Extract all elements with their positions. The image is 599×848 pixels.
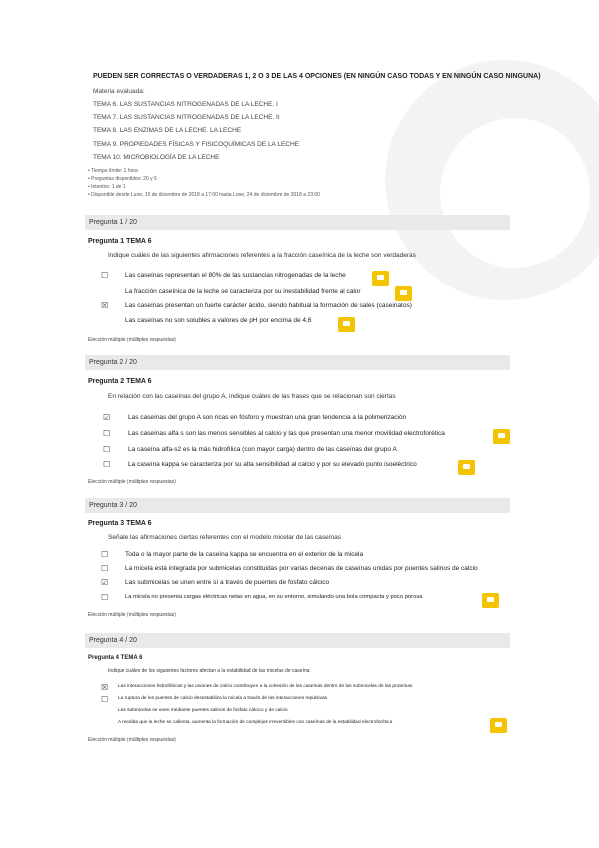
question-3-text: Señale las afirmaciones ciertas referentes con el modelo micelar de las caseínas bbox=[108, 534, 342, 541]
subject-label: Materia evaluada: bbox=[93, 88, 145, 95]
q3-option-1-label: Toda o la mayor parte de la caseína kappa se encuentra en el exterior de la micela bbox=[125, 551, 364, 558]
q1-option-3-label: Las caseínas presentan un fuerte carácter ácido, siendo habitual la formación de sales (caseinatos) bbox=[125, 302, 412, 309]
q2-option-2-checkbox[interactable]: ☐ bbox=[103, 429, 111, 438]
q4-option-3-label: Las submicelas se unen mediante puentes salinos de fosfato cálcico y de calcio bbox=[118, 708, 288, 713]
info-questions-text: Preguntas disponibles: 20 y 5 bbox=[91, 176, 157, 182]
q4-option-1-checkbox[interactable]: ☒ bbox=[101, 683, 109, 692]
q1-option-2-label: La fracción caseínica de la leche se caracteriza por su inestabilidad frente al calor bbox=[125, 288, 361, 295]
question-4-type: Elección múltiple (múltiples respuestas) bbox=[88, 737, 176, 743]
q2-option-1-checkbox[interactable]: ☑ bbox=[103, 413, 111, 422]
info-attempts: • Intentos: 1 de 1 bbox=[88, 184, 126, 190]
question-3-title: Pregunta 3 TEMA 6 bbox=[88, 520, 152, 527]
q4-option-4-label: A medida que la leche se calienta, aumenta la formación de complejos irreversibles con caseínas de la estabilidad electroforética bbox=[118, 720, 393, 725]
exam-instructions-title: PUEDEN SER CORRECTAS O VERDADERAS 1, 2 O 3 DE LAS 4 OPCIONES (EN NINGÚN CASO TODAS Y EN NINGÚN CASO NINGUNA) bbox=[93, 73, 541, 80]
q1-option-1-label: Las caseínas representan el 80% de las sustancias nitrogenadas de la leche bbox=[125, 272, 346, 279]
q4-option-2-checkbox[interactable]: ☐ bbox=[101, 695, 109, 704]
info-availability: • Disponible desde Lune, 10 de diciembre de 2018 a 17:00 hasta Lune, 24 de diciembre de 2018 a 23:00 bbox=[88, 192, 320, 198]
question-2-bar: Pregunta 2 / 20 bbox=[85, 355, 510, 370]
q3-option-3-checkbox[interactable]: ☑ bbox=[101, 578, 109, 587]
comment-icon[interactable] bbox=[482, 593, 499, 608]
q1-option-1-checkbox[interactable]: ☐ bbox=[101, 271, 109, 280]
info-availability-text: Disponible desde Lune, 10 de diciembre de 2018 a 17:00 hasta Lune, 24 de diciembre de 2018 a 23:00 bbox=[91, 192, 320, 198]
info-time-limit-text: Tiempo límite: 1 hora bbox=[91, 168, 138, 174]
question-3-type: Elección múltiple (múltiples respuestas) bbox=[88, 612, 176, 618]
q3-option-3-label: Las submicelas se unen entre sí a través de puentes de fosfato cálcico bbox=[125, 579, 330, 586]
question-1-type: Elección múltiple (múltiples respuestas) bbox=[88, 337, 176, 343]
q2-option-3-checkbox[interactable]: ☐ bbox=[103, 445, 111, 454]
question-2-text: En relación con las caseínas del grupo A, indique cuáles de las frases que se relacionan son ciertas bbox=[108, 393, 396, 400]
q2-option-1-label: Las caseínas del grupo A son ricas en fósforo y muestran una gran tendencia a la polimerización bbox=[128, 414, 407, 421]
topic-10: TEMA 10. MICROBIOLOGÍA DE LA LECHE bbox=[93, 154, 220, 161]
q1-option-4-label: Las caseínas no son solubles a valores de pH por encima de 4,6 bbox=[125, 317, 312, 324]
info-attempts-text: Intentos: 1 de 1 bbox=[91, 184, 126, 190]
q1-option-3-checkbox[interactable]: ☒ bbox=[101, 301, 109, 310]
comment-icon[interactable] bbox=[458, 460, 475, 475]
q3-option-1-checkbox[interactable]: ☐ bbox=[101, 550, 109, 559]
q3-option-4-label: La micela no presenta cargas eléctricas netas en agua, en su entorno, simulando una bola compacta y poco porosa bbox=[125, 594, 423, 600]
question-1-title: Pregunta 1 TEMA 6 bbox=[88, 238, 152, 245]
comment-icon[interactable] bbox=[372, 271, 389, 286]
topic-8: TEMA 8. LAS ENZIMAS DE LA LECHE. LA LECHE bbox=[93, 127, 242, 134]
comment-icon[interactable] bbox=[338, 317, 355, 332]
question-4-title: Pregunta 4 TEMA 6 bbox=[88, 655, 143, 661]
topic-7: TEMA 7. LAS SUSTANCIAS NITROGENADAS DE LA LECHE. II bbox=[93, 114, 280, 121]
comment-icon[interactable] bbox=[493, 429, 510, 444]
comment-icon[interactable] bbox=[490, 718, 507, 733]
info-questions: • Preguntas disponibles: 20 y 5 bbox=[88, 176, 157, 182]
question-4-text: Indique cuáles de los siguientes factores afectan a la estabilidad de las micelas de caseína bbox=[108, 668, 310, 674]
q2-option-2-label: Las caseínas alfa s son las menos sensibles al calcio y las que presentan una menor movilidad electroforética bbox=[128, 430, 445, 437]
info-time-limit: • Tiempo límite: 1 hora bbox=[88, 168, 138, 174]
q2-option-4-checkbox[interactable]: ☐ bbox=[103, 460, 111, 469]
question-2-type: Elección múltiple (múltiples respuestas) bbox=[88, 479, 176, 485]
q4-option-2-label: La ruptura de los puentes de calcio desestabiliza la micela a través de las interacciones repulsivas bbox=[118, 696, 328, 701]
question-2-title: Pregunta 2 TEMA 6 bbox=[88, 378, 152, 385]
q3-option-2-label: La micela está integrada por submicelas constituidas por varias decenas de caseínas unidas por puentes salinos de calcio bbox=[125, 565, 478, 572]
comment-icon[interactable] bbox=[395, 286, 412, 301]
q3-option-2-checkbox[interactable]: ☐ bbox=[101, 564, 109, 573]
topic-9: TEMA 9. PROPIEDADES FÍSICAS Y FISICOQUÍMICAS DE LA LECHE bbox=[93, 141, 300, 148]
question-3-bar: Pregunta 3 / 20 bbox=[85, 498, 510, 513]
question-1-text: Indique cuáles de las siguientes afirmaciones referentes a la fracción caseínica de la leche son verdaderas bbox=[108, 252, 416, 259]
question-1-bar: Pregunta 1 / 20 bbox=[85, 215, 510, 230]
topic-6: TEMA 6. LAS SUSTANCIAS NITROGENADAS DE LA LECHE. I bbox=[93, 101, 278, 108]
q2-option-3-label: La caseína alfa-s2 es la más hidrofílica (con mayor carga) dentro de las caseínas del grupo A bbox=[128, 446, 397, 453]
question-4-bar: Pregunta 4 / 20 bbox=[85, 633, 510, 648]
q3-option-4-checkbox[interactable]: ☐ bbox=[101, 593, 109, 602]
q2-option-4-label: La caseína kappa se caracteriza por su alta sensibilidad al calcio y por su elevado punto isoeléctrico bbox=[128, 461, 417, 468]
q4-option-1-label: Las interacciones hidrofóbicas y las uniones de calcio contribuyen a la cohesión de las caseínas dentro de las submicelas de las proteínas bbox=[118, 684, 413, 689]
